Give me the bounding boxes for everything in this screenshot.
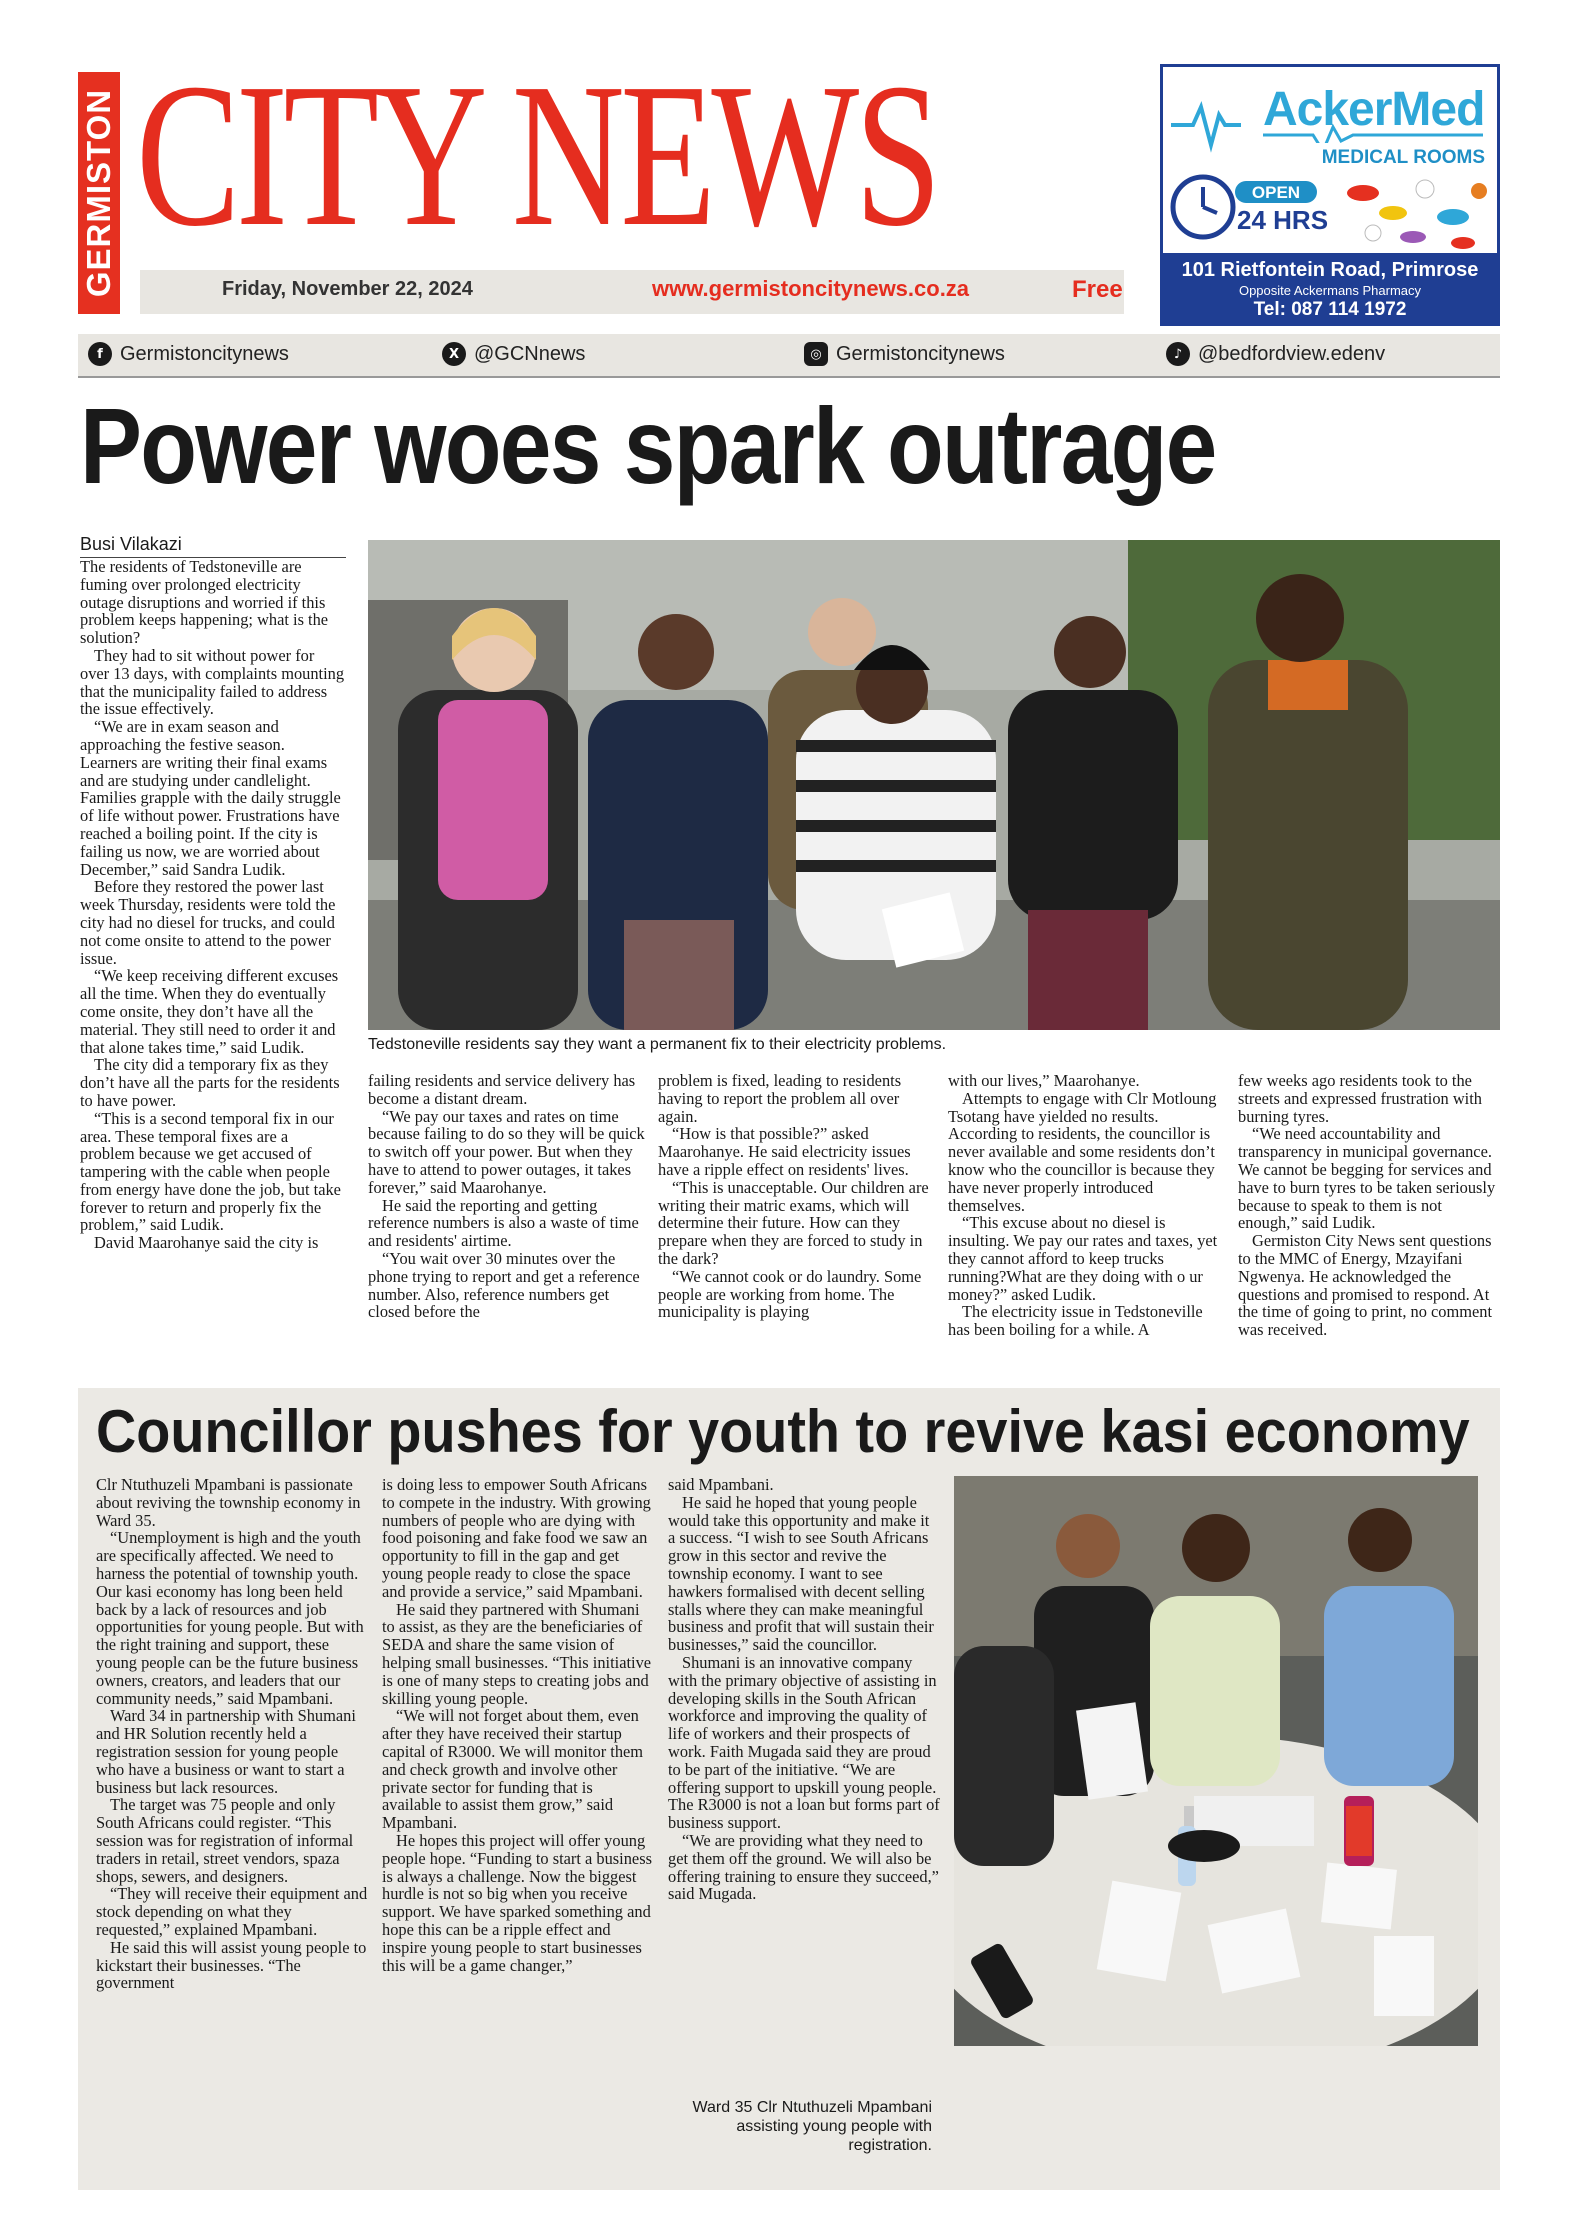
paragraph: “We will not forget about them, even after they have received their startup capital of R3000. We will monitor them and check growth and involve other private sector for funding that is available to assist them grow,” said Mpambani.	[382, 1706, 644, 1833]
paragraph: David Maarohanye said the city is	[94, 1233, 319, 1253]
paragraph: Attempts to engage with Clr Motloung Tsotang have yielded no results. According to residents, the councillor is never available and some residents don’t know who the councillor is because they have never properly introduced themselves.	[948, 1088, 1217, 1215]
ad-brand-text: AckerMed	[1263, 83, 1485, 136]
story1-column-2	[368, 1072, 646, 1321]
story2-photo-registration	[954, 1476, 1478, 2046]
ad-subtitle: MEDICAL ROOMS	[1321, 147, 1485, 168]
ad-address: 101 Rietfontein Road, Primrose	[1181, 259, 1479, 281]
paragraph: said Mpambani.	[668, 1475, 774, 1494]
story1-column-1	[80, 558, 346, 1252]
x-icon: X	[442, 342, 466, 366]
dateline-bar	[140, 270, 1124, 314]
paragraph: The residents of Tedstoneville are fuming over prolonged electricity outage disruptions and worried if this problem keeps happening; what is the solution?	[80, 557, 329, 648]
paragraph: “This excuse about no diesel is insulting. We pay our rates and taxes, yet they cannot afford to keep trucks running?What are they doing with o ur money?” asked Ludik.	[948, 1213, 1218, 1304]
paragraph: with our lives,” Maarohanye.	[948, 1071, 1140, 1090]
tiktok-handle: @bedfordview.edenv	[1198, 342, 1386, 365]
price-label: Free	[1072, 276, 1123, 303]
story1-photo-residents	[368, 540, 1500, 1030]
paragraph: Before they restored the power last week Thursday, residents were told the city had no diesel for trucks, and could not come onsite to attend to the power issue.	[80, 877, 336, 968]
paragraph: The electricity issue in Tedstoneville has been boiling for a while. A	[948, 1302, 1203, 1340]
ad-hours: 24 HRS	[1237, 205, 1329, 235]
ad-address-panel	[1163, 253, 1497, 323]
paragraph: He said the reporting and getting reference numbers is also a waste of time and residents' airtime.	[368, 1195, 639, 1251]
story2-column-1	[96, 1476, 368, 1992]
instagram-handle: Germistoncitynews	[836, 342, 1005, 365]
paragraph: He said he hoped that young people would take this opportunity and make it a success. “I wish to see South Africans grow in this sector and revive the township economy. I want to see hawkers formalised with decent selling stalls where they can make meaningful business and profit that will sustain their businesses,” said the councillor.	[668, 1492, 934, 1655]
story2-column-3	[668, 1476, 940, 1903]
paragraph: “Unemployment is high and the youth are specifically affected. We need to harness the potential of township youth. Our kasi economy has long been held back by a lack of resources and job opportunities for young people. But with the right training and support, these young people can be the future business owners, creators, and leaders that our community needs,” said Mpambani.	[96, 1528, 364, 1708]
story2-photo-caption: Ward 35 Clr Ntuthuzeli Mpambani assisting young people with registration.	[692, 2099, 932, 2154]
paragraph: He said this will assist young people to kickstart their businesses. “The government	[96, 1937, 367, 1993]
instagram-icon: ◎	[804, 342, 828, 366]
social-bar	[78, 334, 1500, 378]
masthead-side-tab	[78, 72, 120, 314]
side-tab-label: GERMISTON	[80, 88, 117, 298]
story1-headline: Power woes spark outrage	[80, 385, 1216, 506]
ad-phone[interactable]: Tel: 087 114 1972	[1253, 299, 1407, 320]
paragraph: “We cannot cook or do laundry. Some people are working from home. The municipality is playing	[658, 1266, 922, 1322]
paragraph: Clr Ntuthuzeli Mpambani is passionate about reviving the township economy in Ward 35.	[96, 1475, 361, 1530]
paragraph: Ward 34 in partnership with Shumani and HR Solution recently held a registration session for young people who have a business or want to start a business but lack resources.	[96, 1706, 356, 1797]
paragraph: “We need accountability and transparency in municipal governance. We cannot be begging for services and have to burn tyres to be taken seriously because to speak to them is not enough,” said Ludik.	[1238, 1124, 1496, 1233]
paragraph: “They will receive their equipment and stock depending on what they requested,” explained Mpambani.	[96, 1884, 368, 1939]
paragraph: He hopes this project will offer young people hope. “Funding to start a business is always a challenge. Now the biggest hurdle is not so big when you receive support. We have sparked something and hope this can be a ripple effect and inspire young people to start businesses this will be a game changer,”	[382, 1830, 652, 1975]
paragraph: “You wait over 30 minutes over the phone trying to report and get a reference number. Also, reference numbers get closed before the	[368, 1248, 640, 1322]
story1-byline: Busi Vilakazi	[80, 534, 346, 558]
story1-column-5	[1238, 1072, 1500, 1339]
paragraph: few weeks ago residents took to the streets and expressed frustration with burning tyres.	[1238, 1071, 1482, 1126]
paragraph: is doing less to empower South Africans to compete in the industry. With growing numbers of people who are dying with food poisoning and fake food we saw an opportunity to fill in the gap and get young people ready to close the space and provide a service,” said Mpambani.	[382, 1475, 651, 1601]
ad-open-label: OPEN	[1251, 183, 1301, 202]
tiktok-icon: ♪	[1166, 342, 1190, 366]
paragraph: “We pay our taxes and rates on time because failing to do so they will be quick to switch off your power. But when they have to attend to power outages, it takes forever,” said Maarohanye.	[368, 1106, 645, 1197]
story2-headline: Councillor pushes for youth to revive kasi economy	[96, 1398, 1470, 1465]
story1-column-3	[658, 1072, 936, 1321]
story2-column-2	[382, 1476, 654, 1974]
facebook-icon: f	[88, 342, 112, 366]
story1-photo-caption: Tedstoneville residents say they want a permanent fix to their electricity problems.	[368, 1036, 947, 1053]
ackermed-advert[interactable]	[1160, 64, 1500, 326]
paragraph: “How is that possible?” asked Maarohanye. He said electricity issues have a ripple effect on residents' lives.	[658, 1124, 911, 1179]
paragraph: Shumani is an innovative company with the primary objective of assisting in developing skills in the South African workforce and improving the quality of life of workers and their prospects of work. Faith Mugada said they are proud to be part of the initiative. “We are offering support to upskill young people. The R3000 is not a loan but forms part of business support.	[668, 1652, 940, 1833]
paragraph: They had to sit without power for over 13 days, with complaints mounting that the municipality failed to address the issue effectively.	[80, 645, 345, 719]
social-x[interactable]	[442, 342, 585, 366]
paragraph: “This is unacceptable. Our children are writing their matric exams, which will determine their future. How can they prepare when they are forced to study in the dark?	[658, 1177, 929, 1268]
issue-date: Friday, November 22, 2024	[222, 278, 473, 300]
ad-landmark: Opposite Ackermans Pharmacy	[1238, 283, 1422, 298]
website-link[interactable]: www.germistoncitynews.co.za	[652, 276, 970, 301]
facebook-handle: Germistoncitynews	[120, 342, 289, 365]
paragraph: “This is a second temporal fix in our area. These temporal fixes are a problem because we get accused of tampering with the cable when people from energy have done the job, but take forever to return and properly fix the problem,” said Ludik.	[80, 1108, 341, 1235]
paragraph: The target was 75 people and only South Africans could register. “This session was for registration of informal traders in retail, street vendors, spaza shops, sewers, and designers.	[96, 1795, 354, 1886]
ackermed-logo	[1163, 67, 1497, 177]
paragraph: The city did a temporary fix as they don’t have all the parts for the residents to have power.	[80, 1055, 340, 1110]
paragraph: “We are providing what they need to get them off the ground. We will also be offering training to ensure they succeed,” said Mugada.	[668, 1830, 939, 1904]
paragraph: He said they partnered with Shumani to assist, as they are the beneficiaries of SEDA and share the same vision of helping small businesses. “This initiative is one of many steps to creating jobs and skilling young people.	[382, 1599, 652, 1708]
social-facebook[interactable]	[88, 342, 289, 366]
social-tiktok[interactable]	[1166, 342, 1385, 366]
paragraph: problem is fixed, leading to residents having to report the problem all over again.	[658, 1071, 902, 1126]
social-instagram[interactable]	[804, 342, 1005, 366]
ad-pills-graphic	[1163, 163, 1497, 251]
newspaper-title: CITY NEWS	[136, 40, 938, 269]
paragraph: “We are in exam season and approaching the festive season. Learners are writing their final exams and are studying under candlelight. Families grapple with the daily struggle of life without power. Frustrations have reached a boiling point. If the city is failing us now, we are worried about December,” said Sandra Ludik.	[80, 717, 341, 879]
paragraph: “We keep receiving different excuses all the time. When they do eventually come onsite, they don’t have all the material. They still need to order it and that alone takes time,” said Ludik.	[80, 966, 339, 1057]
x-handle: @GCNnews	[474, 342, 586, 365]
paragraph: failing residents and service delivery has become a distant dream.	[368, 1071, 636, 1108]
paragraph: Germiston City News sent questions to the MMC of Energy, Mzayifani Ngwenya. He acknowledged the questions and promised to respond. At the time of going to print, no comment was received.	[1238, 1231, 1493, 1340]
story1-column-4	[948, 1072, 1226, 1339]
